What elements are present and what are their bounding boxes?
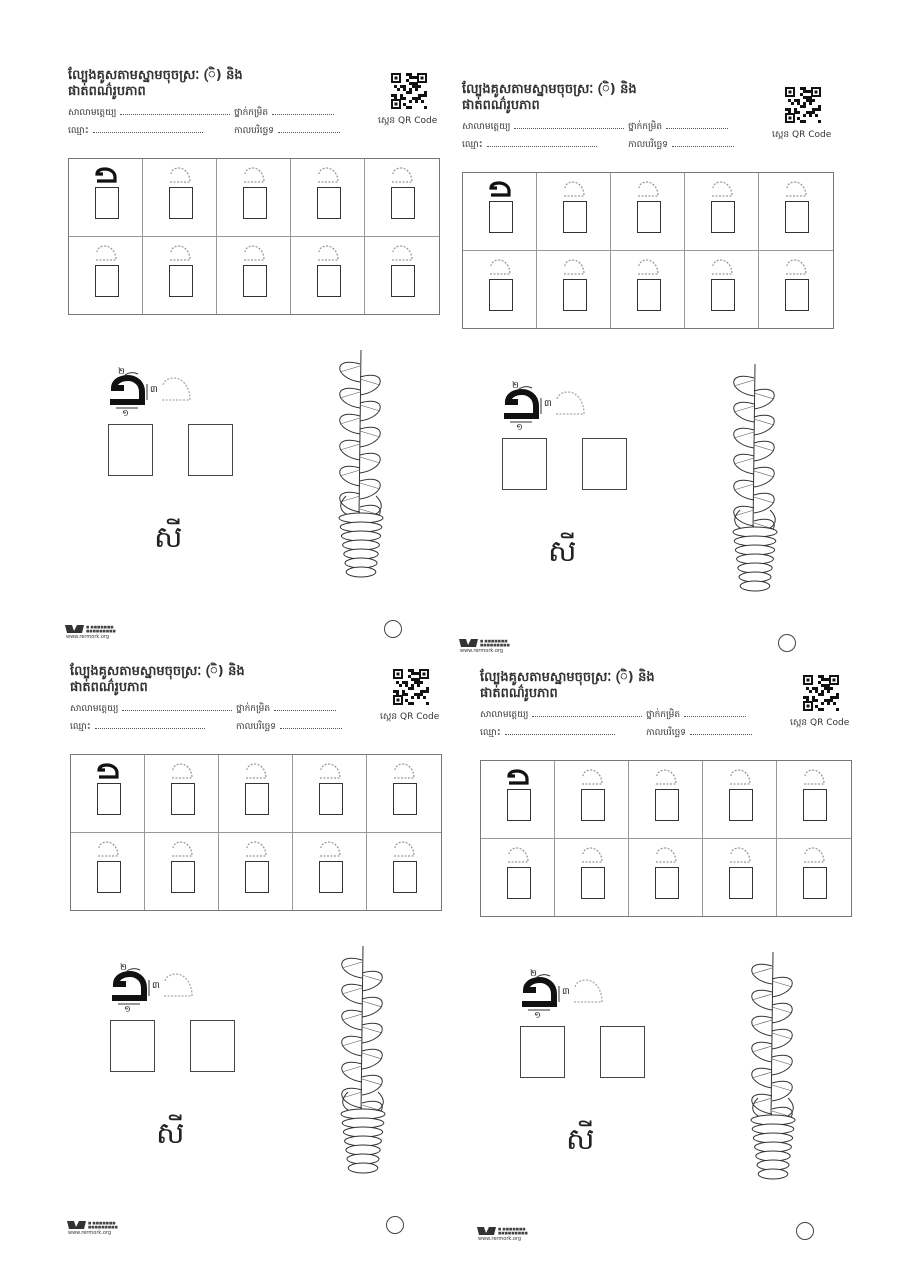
seal-icon (386, 1216, 404, 1234)
qr-code-icon (390, 72, 428, 110)
plant-coloring-image[interactable] (328, 942, 398, 1186)
practice-cell[interactable] (365, 237, 439, 315)
title-line-2: ផាត់ពណ៌រូបភាព (68, 84, 146, 99)
date-field[interactable] (628, 138, 734, 152)
svg-text:■■■■■■■■■: ■■■■■■■■■ (86, 629, 116, 633)
worksheet-title (480, 670, 655, 702)
worksheet-3 (66, 664, 466, 1264)
practice-cell[interactable] (611, 251, 685, 329)
class-field[interactable] (236, 702, 336, 716)
practice-cell[interactable] (143, 237, 217, 315)
writing-box[interactable] (803, 867, 827, 899)
name-label: ឈ្មោះ (462, 140, 483, 150)
large-writing-box-2[interactable] (600, 1026, 645, 1078)
stroke-order-demo (498, 382, 588, 436)
qr-label: ស្កេន QR Code (772, 130, 832, 140)
practice-grid (70, 754, 442, 911)
stroke-number-1: ១ (122, 409, 129, 419)
date-field[interactable] (234, 124, 340, 138)
date-label: កាលបរិច្ឆេទ (628, 140, 668, 150)
writing-box[interactable] (637, 279, 661, 311)
school-field[interactable] (70, 702, 232, 716)
class-field[interactable] (234, 106, 334, 120)
practice-cell[interactable] (291, 159, 365, 237)
practice-cell[interactable] (145, 833, 219, 911)
stroke-order-demo (106, 964, 196, 1018)
plant-coloring-image[interactable] (326, 346, 396, 590)
writing-box[interactable] (391, 187, 415, 219)
school-label: សាលាមត្តេយ្យ (462, 122, 511, 132)
writing-box[interactable] (95, 187, 119, 219)
logo-url: www.rermork.org (66, 634, 110, 640)
writing-box[interactable] (581, 867, 605, 899)
practice-cell[interactable] (777, 839, 851, 917)
date-label: កាលបរិច្ឆេទ (646, 728, 686, 738)
writing-box[interactable] (563, 201, 587, 233)
class-label: ថ្នាក់កម្រិត (236, 704, 271, 714)
writing-box[interactable] (319, 783, 343, 815)
logo-url: www.rermork.org (68, 1230, 112, 1236)
logo-url: www.rermork.org (478, 1236, 522, 1242)
worksheet-1 (64, 68, 464, 668)
seal-icon (384, 620, 402, 638)
qr-label: ស្កេន QR Code (380, 712, 440, 722)
writing-box[interactable] (169, 265, 193, 297)
practice-cell[interactable] (777, 761, 851, 839)
plant-coloring-image[interactable] (720, 360, 790, 604)
large-writing-box-1[interactable] (502, 438, 547, 490)
writing-box[interactable] (507, 867, 531, 899)
title-line-2: ផាត់ពណ៌រូបភាព (462, 98, 540, 113)
writing-box[interactable] (711, 201, 735, 233)
practice-cell[interactable] (293, 755, 367, 833)
school-label: សាលាមត្តេយ្យ (68, 108, 117, 118)
practice-cell[interactable] (703, 761, 777, 839)
writing-box[interactable] (243, 187, 267, 219)
large-writing-box-1[interactable] (110, 1020, 155, 1072)
school-field[interactable] (480, 708, 642, 722)
practice-cell[interactable] (759, 251, 833, 329)
writing-box[interactable] (95, 265, 119, 297)
practice-cell[interactable] (69, 159, 143, 237)
name-field[interactable] (70, 720, 205, 734)
large-writing-box-2[interactable] (582, 438, 627, 490)
plant-coloring-image[interactable] (738, 948, 808, 1192)
large-writing-box-2[interactable] (190, 1020, 235, 1072)
title-line-1: ល្បែងគូសតាមស្នាមចុចស្រៈ (ិ) និង (480, 670, 655, 685)
school-label: សាលាមត្តេយ្យ (480, 710, 529, 720)
practice-cell[interactable] (537, 251, 611, 329)
writing-box[interactable] (803, 789, 827, 821)
stroke-number-1: ១ (516, 423, 523, 433)
writing-box[interactable] (507, 789, 531, 821)
class-field[interactable] (628, 120, 728, 134)
stroke-number-1: ១ (124, 1005, 131, 1015)
svg-text:■ ■■■■■■■: ■ ■■■■■■■ (88, 1221, 116, 1225)
large-writing-box-1[interactable] (520, 1026, 565, 1078)
writing-box[interactable] (317, 187, 341, 219)
writing-box[interactable] (729, 867, 753, 899)
svg-text:■■■■■■■■■: ■■■■■■■■■ (498, 1231, 528, 1235)
class-label: ថ្នាក់កម្រិត (646, 710, 681, 720)
practice-grid (480, 760, 852, 917)
writing-box[interactable] (785, 201, 809, 233)
practice-cell[interactable] (367, 755, 441, 833)
svg-text:■■■■■■■■■: ■■■■■■■■■ (480, 643, 510, 647)
practice-grid (68, 158, 440, 315)
large-writing-box-2[interactable] (188, 424, 233, 476)
qr-code-icon (802, 674, 840, 712)
practice-cell[interactable] (629, 761, 703, 839)
title-line-1: ល្បែងគូសតាមស្នាមចុចស្រៈ (ិ) និង (68, 68, 243, 83)
practice-cell[interactable] (759, 173, 833, 251)
stroke-number-2: ២ (530, 969, 537, 979)
worksheet-2 (458, 82, 858, 682)
writing-box[interactable] (581, 789, 605, 821)
writing-box[interactable] (97, 861, 121, 893)
qr-label: ស្កេន QR Code (378, 116, 438, 126)
writing-box[interactable] (655, 867, 679, 899)
practice-cell[interactable] (217, 159, 291, 237)
writing-box[interactable] (245, 861, 269, 893)
practice-cell[interactable] (555, 761, 629, 839)
qr-code-icon (392, 668, 430, 706)
worksheet-title (68, 68, 243, 100)
date-field[interactable] (646, 726, 752, 740)
qr-code-icon (784, 86, 822, 124)
writing-box[interactable] (729, 789, 753, 821)
writing-box[interactable] (655, 789, 679, 821)
practice-cell[interactable] (703, 839, 777, 917)
practice-cell[interactable] (291, 237, 365, 315)
writing-box[interactable] (171, 783, 195, 815)
practice-cell[interactable] (219, 833, 293, 911)
practice-cell[interactable] (463, 251, 537, 329)
practice-cell[interactable] (481, 839, 555, 917)
practice-cell[interactable] (219, 755, 293, 833)
writing-box[interactable] (171, 861, 195, 893)
writing-box[interactable] (785, 279, 809, 311)
practice-cell[interactable] (611, 173, 685, 251)
date-field[interactable] (236, 720, 342, 734)
svg-text:■ ■■■■■■■: ■ ■■■■■■■ (498, 1227, 526, 1231)
writing-box[interactable] (393, 783, 417, 815)
title-line-1: ល្បែងគូសតាមស្នាមចុចស្រៈ (ិ) និង (70, 664, 245, 679)
stroke-number-2: ២ (118, 367, 125, 377)
large-writing-box-1[interactable] (108, 424, 153, 476)
school-label: សាលាមត្តេយ្យ (70, 704, 119, 714)
seal-icon (778, 634, 796, 652)
class-label: ថ្នាក់កម្រិត (234, 108, 269, 118)
title-line-2: ផាត់ពណ៌រូបភាព (480, 686, 558, 701)
practice-cell[interactable] (555, 839, 629, 917)
class-field[interactable] (646, 708, 746, 722)
writing-box[interactable] (319, 861, 343, 893)
stroke-number-3: ៣ (544, 399, 552, 409)
practice-cell[interactable] (293, 833, 367, 911)
practice-cell[interactable] (629, 839, 703, 917)
practice-cell[interactable] (143, 159, 217, 237)
practice-cell[interactable] (685, 173, 759, 251)
school-field[interactable] (462, 120, 624, 134)
writing-box[interactable] (637, 201, 661, 233)
writing-box[interactable] (97, 783, 121, 815)
writing-box[interactable] (711, 279, 735, 311)
title-line-2: ផាត់ពណ៌រូបភាព (70, 680, 148, 695)
date-label: កាលបរិច្ឆេទ (234, 126, 274, 136)
practice-cell[interactable] (365, 159, 439, 237)
example-word: សី (154, 520, 183, 555)
worksheet-title (462, 82, 637, 114)
school-field[interactable] (68, 106, 230, 120)
practice-cell[interactable] (69, 237, 143, 315)
practice-cell[interactable] (217, 237, 291, 315)
writing-box[interactable] (489, 279, 513, 311)
practice-cell[interactable] (145, 755, 219, 833)
writing-box[interactable] (393, 861, 417, 893)
name-label: ឈ្មោះ (70, 722, 91, 732)
class-label: ថ្នាក់កម្រិត (628, 122, 663, 132)
svg-text:■■■■■■■■■: ■■■■■■■■■ (88, 1225, 118, 1229)
stroke-number-2: ២ (512, 381, 519, 391)
stroke-number-3: ៣ (150, 385, 158, 395)
practice-cell[interactable] (463, 173, 537, 251)
name-label: ឈ្មោះ (68, 126, 89, 136)
writing-box[interactable] (489, 201, 513, 233)
name-field[interactable] (462, 138, 597, 152)
name-label: ឈ្មោះ (480, 728, 501, 738)
example-word: សី (548, 534, 577, 569)
stroke-number-1: ១ (534, 1011, 541, 1021)
writing-box[interactable] (245, 783, 269, 815)
writing-box[interactable] (243, 265, 267, 297)
svg-text:■ ■■■■■■■: ■ ■■■■■■■ (480, 639, 508, 643)
name-field[interactable] (68, 124, 203, 138)
example-word: សី (156, 1116, 185, 1151)
practice-cell[interactable] (685, 251, 759, 329)
qr-label: ស្កេន QR Code (790, 718, 850, 728)
writing-box[interactable] (563, 279, 587, 311)
writing-box[interactable] (169, 187, 193, 219)
stroke-order-demo (516, 970, 606, 1024)
practice-cell[interactable] (367, 833, 441, 911)
seal-icon (796, 1222, 814, 1240)
name-field[interactable] (480, 726, 615, 740)
stroke-order-demo (104, 368, 194, 422)
date-label: កាលបរិច្ឆេទ (236, 722, 276, 732)
logo-url: www.rermork.org (460, 648, 504, 654)
worksheet-4 (476, 670, 876, 1270)
practice-cell[interactable] (537, 173, 611, 251)
practice-cell[interactable] (71, 755, 145, 833)
example-word: សី (566, 1122, 595, 1157)
practice-cell[interactable] (71, 833, 145, 911)
svg-text:■ ■■■■■■■: ■ ■■■■■■■ (86, 625, 114, 629)
stroke-number-3: ៣ (562, 987, 570, 997)
writing-box[interactable] (317, 265, 341, 297)
stroke-number-2: ២ (120, 963, 127, 973)
practice-cell[interactable] (481, 761, 555, 839)
practice-grid (462, 172, 834, 329)
writing-box[interactable] (391, 265, 415, 297)
worksheet-title (70, 664, 245, 696)
stroke-number-3: ៣ (152, 981, 160, 991)
title-line-1: ល្បែងគូសតាមស្នាមចុចស្រៈ (ិ) និង (462, 82, 637, 97)
